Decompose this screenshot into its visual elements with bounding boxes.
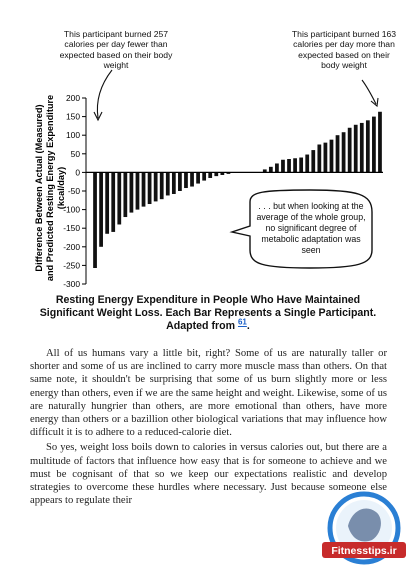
bar bbox=[360, 123, 364, 172]
y-axis-ticks bbox=[63, 93, 86, 289]
bar bbox=[130, 172, 134, 212]
y-axis-label-line2: and Predicted Resting Energy Expenditure bbox=[45, 94, 55, 282]
bar bbox=[299, 158, 303, 173]
bar bbox=[190, 172, 194, 186]
y-tick-label: 200 bbox=[66, 93, 80, 103]
bar bbox=[372, 117, 376, 173]
bar bbox=[208, 172, 212, 178]
caption-text: Resting Energy Expenditure in People Who Have Maintained Significant Weight Loss. Each Bar Represents a Single Participant. Adapted from bbox=[39, 294, 377, 333]
right-callout: This participant burned 163 calories per day more than expected based on their body weight bbox=[291, 29, 397, 71]
y-tick-label: -50 bbox=[67, 186, 80, 196]
bar bbox=[269, 167, 273, 173]
bar bbox=[275, 163, 279, 172]
y-tick-label: 150 bbox=[66, 111, 80, 122]
caption-reference-link[interactable]: 61 bbox=[237, 317, 247, 327]
bar bbox=[172, 172, 176, 194]
y-tick-label: 0 bbox=[75, 167, 80, 178]
bar bbox=[317, 145, 321, 173]
y-tick-label: -250 bbox=[63, 260, 80, 271]
bar bbox=[160, 172, 164, 199]
y-axis-label-line1: Difference Between Actual (Measured) bbox=[34, 104, 44, 272]
bar bbox=[166, 172, 170, 195]
paragraph-1: All of us humans vary a little bit, right? Some of us are naturally taller or shorter and some of us are inclined to carry more muscle mass than others. On that same note, it shouldn't be surprising that some of us burn slightly more or less energy than others, even if we are the same height and weight. Likewise, some of us are naturally hungrier than others, are more emotional than others, have more energy than others or a bazillion other biological variations that may influence how difficult it is to adhere to a reduced-calorie diet. bbox=[30, 348, 387, 439]
bar bbox=[99, 172, 103, 246]
bar bbox=[196, 172, 200, 183]
bar bbox=[330, 140, 334, 173]
fitnesstips-logo bbox=[314, 490, 406, 568]
bar bbox=[136, 172, 140, 209]
bar bbox=[105, 172, 109, 233]
bar bbox=[287, 159, 291, 172]
y-tick-label: -150 bbox=[63, 223, 80, 234]
bar bbox=[305, 155, 309, 173]
bar bbox=[354, 125, 358, 173]
figure-caption bbox=[30, 294, 386, 334]
bar bbox=[378, 112, 382, 173]
caption-end: . bbox=[246, 320, 250, 333]
bar bbox=[123, 172, 127, 217]
y-tick-label: 50 bbox=[70, 148, 80, 159]
bar bbox=[93, 172, 97, 268]
y-tick-label: -100 bbox=[63, 204, 80, 215]
y-axis-label bbox=[34, 95, 66, 281]
bar bbox=[348, 128, 352, 173]
bar bbox=[342, 132, 346, 172]
bar bbox=[366, 120, 370, 172]
bar bbox=[293, 158, 297, 172]
y-tick-label: -200 bbox=[63, 241, 80, 252]
y-tick-label: 100 bbox=[66, 130, 80, 141]
bar bbox=[336, 135, 340, 172]
bar bbox=[324, 143, 328, 173]
logo-text: Fitnesstips.ir bbox=[331, 545, 397, 557]
left-callout-arrow bbox=[97, 70, 112, 118]
y-tick-label: -300 bbox=[63, 279, 80, 289]
right-callout-arrow bbox=[362, 80, 376, 104]
body-text bbox=[30, 347, 387, 507]
bar bbox=[111, 172, 115, 232]
bar bbox=[117, 172, 121, 224]
bar bbox=[154, 172, 158, 201]
bar bbox=[148, 172, 152, 204]
bar bbox=[178, 172, 182, 191]
bar bbox=[311, 150, 315, 172]
left-callout: This participant burned 257 calories per day fewer than expected based on their body weight bbox=[59, 29, 173, 71]
bubble-text: . . . but when looking at the average of the whole group, no significant degree of metabolic adaptation was seen bbox=[256, 201, 366, 255]
bar bbox=[281, 160, 285, 173]
bar bbox=[202, 172, 206, 180]
bar bbox=[184, 172, 188, 188]
paragraph-2: So yes, weight loss boils down to calories in versus calories out, but there are a multitude of factors that influence how easy that is for someone to achieve and we must be cognisant of that so we keep our expectations realistic and develop strategies to overcome these hurdles where necessary. Just because someone else appears to regulate their bbox=[30, 442, 387, 507]
y-axis-label-line3: (kcal/day) bbox=[56, 166, 66, 210]
bar bbox=[142, 172, 146, 206]
